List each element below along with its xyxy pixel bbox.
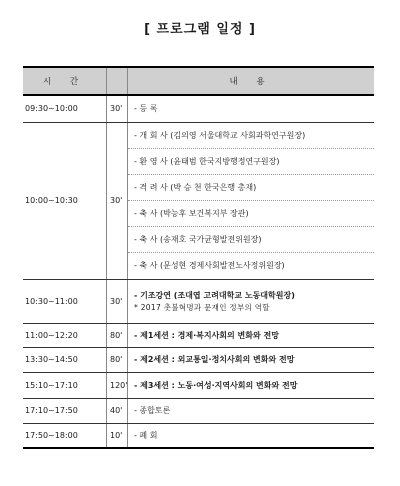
page-title: [ 프로그램 일정 ] (144, 22, 256, 37)
row-content: - 제1세션 : 경제·복지사회의 변화와 전망 (128, 323, 375, 347)
header-time: 시 간 (23, 67, 107, 95)
row-content: - 축 사 (문성현 경제사회발전노사정위원장) (128, 252, 375, 279)
row-content: - 폐 회 (128, 423, 375, 448)
table-row (23, 279, 374, 323)
table-row (23, 323, 374, 347)
row-time: 11:00~12:20 (23, 323, 107, 347)
row-content (128, 279, 375, 323)
row-duration: 10' (107, 423, 128, 448)
header-duration (107, 67, 128, 95)
schedule-table (23, 66, 374, 449)
row-time: 17:10~17:50 (23, 398, 107, 423)
row-duration: 30' (107, 279, 128, 323)
row-content: - 등 록 (128, 95, 375, 122)
row-duration: 80' (107, 347, 128, 372)
row-time: 15:10~17:10 (23, 372, 107, 398)
row-duration: 120' (107, 372, 128, 398)
row-content: - 환 영 사 (윤태범 한국지방행정연구원장) (128, 148, 375, 174)
row-time: 10:00~10:30 (23, 122, 107, 279)
row-content: - 축 사 (박능후 보건복지부 장관) (128, 200, 375, 226)
row-content: - 제2세션 : 외교통일·정치사회의 변화와 전망 (128, 347, 375, 372)
row-content: - 개 회 사 (김의영 서울대학교 사회과학연구원장) (128, 122, 375, 148)
keynote-label: - 기조강연 (조대엽 고려대학교 노동대학원장) (134, 290, 295, 300)
header-content: 내 용 (128, 67, 375, 95)
row-duration: 30' (107, 95, 128, 122)
row-content: - 제3세션 : 노동·여성·지역사회의 변화와 전망 (128, 372, 375, 398)
row-duration: 40' (107, 398, 128, 423)
table-row (23, 347, 374, 372)
table-row (23, 423, 374, 448)
row-time: 10:30~11:00 (23, 279, 107, 323)
table-row (23, 398, 374, 423)
row-content: - 축 사 (송재호 국가균형발전위원장) (128, 226, 375, 252)
keynote-note: * 2017 촛불혁명과 문재인 정부의 역할 (134, 302, 270, 312)
row-time: 17:50~18:00 (23, 423, 107, 448)
row-content: - 격 려 사 (박 승 천 한국은행 총재) (128, 174, 375, 200)
row-duration: 30' (107, 122, 128, 279)
row-content: - 종합토론 (128, 398, 375, 423)
table-row (23, 372, 374, 398)
table-row (23, 95, 374, 122)
table-header-row (23, 67, 374, 95)
table-row (23, 122, 374, 148)
row-time: 13:30~14:50 (23, 347, 107, 372)
row-duration: 80' (107, 323, 128, 347)
row-time: 09:30~10:00 (23, 95, 107, 122)
